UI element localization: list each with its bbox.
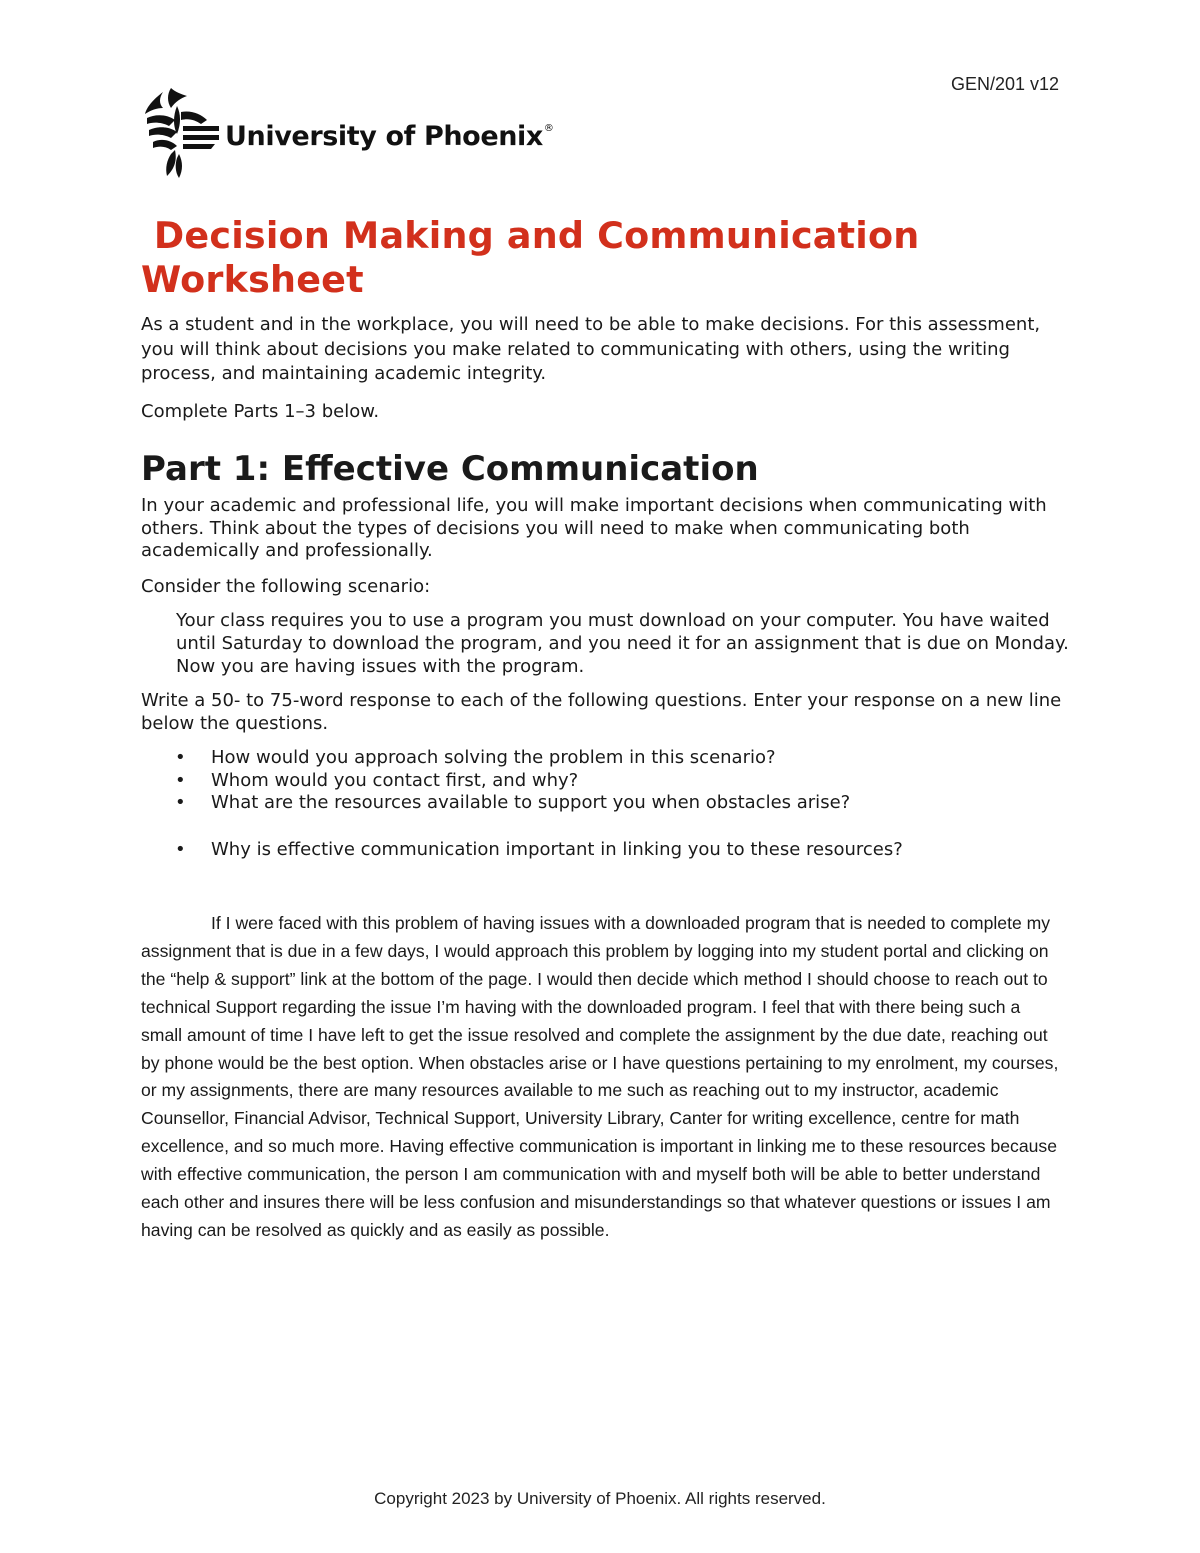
list-item: • What are the resources available to support you when obstacles arise? xyxy=(175,792,851,814)
list-item: • Whom would you contact first, and why? xyxy=(175,769,579,791)
part1-intro-paragraph: In your academic and professional life, you will make important decisions when communicating with others. Think about the types of decisions you will need to make when communicating both academically and professionally. xyxy=(141,495,1047,562)
scenario-label: Consider the following scenario: xyxy=(141,576,431,597)
course-code: GEN/201 v12 xyxy=(950,74,1059,94)
list-item: • Why is effective communication important in linking you to these resources? xyxy=(175,838,903,860)
university-logo xyxy=(141,84,554,180)
student-response: If I were faced with this problem of having issues with a downloaded program that is needed to complete my assignment that is due in a few days, I would approach this problem by logging into my student portal and clicking on the “help & support” link at the bottom of the page. I would then decide which method I should choose to reach out to technical Support regarding the issue I’m having with the downloaded program. I feel that with there being such a small amount of time I have left to get the issue resolved and complete the assignment by the due date, reaching out by phone would be the best option. When obstacles arise or I have questions pertaining to my enrolment, my courses, or my assignments, there are many resources available to me such as reaching out to my instructor, academic Counsellor, Financial Advisor, Technical Support, University Library, Canter for writing excellence, centre for math excellence, and so much more. Having effective communication is important in linking me to these resources because with effective communication, the person I am communication with and myself both will be able to better understand each other and insures there will be less confusion and misunderstandings so that whatever questions or issues I am having can be resolved as quickly and as easily as possible. xyxy=(141,913,1059,1240)
bullet-icon: • xyxy=(175,792,186,814)
list-item: • How would you approach solving the problem in this scenario? xyxy=(175,747,776,768)
scenario-text: Your class requires you to use a program you must download on your computer. You have waited until Saturday to download the program, and you need it for an assignment that is due on Monday. Now you are having issues with the program. xyxy=(176,610,1069,678)
bullet-icon: • xyxy=(175,747,186,768)
document-title: Decision Making and Communication Worksheet xyxy=(141,214,933,301)
phoenix-bird-icon xyxy=(141,84,221,180)
logo-wordmark: University of Phoenix® xyxy=(225,120,554,152)
instructions-paragraph: Write a 50- to 75-word response to each of the following questions. Enter your response on a new line below the questions. xyxy=(141,690,1062,734)
part1-heading: Part 1: Effective Communication xyxy=(141,449,759,489)
intro-paragraph: As a student and in the workplace, you will need to be able to make decisions. For this assessment, you will think about decisions you make related to communicating with others, using the writing process, and maintaining academic integrity. xyxy=(141,314,1041,385)
copyright-footer: Copyright 2023 by University of Phoenix. All rights reserved. xyxy=(374,1489,826,1508)
bullet-icon: • xyxy=(175,769,186,791)
bullet-icon: • xyxy=(175,838,186,860)
complete-parts-text: Complete Parts 1–3 below. xyxy=(141,401,380,422)
question-list xyxy=(141,747,1071,861)
